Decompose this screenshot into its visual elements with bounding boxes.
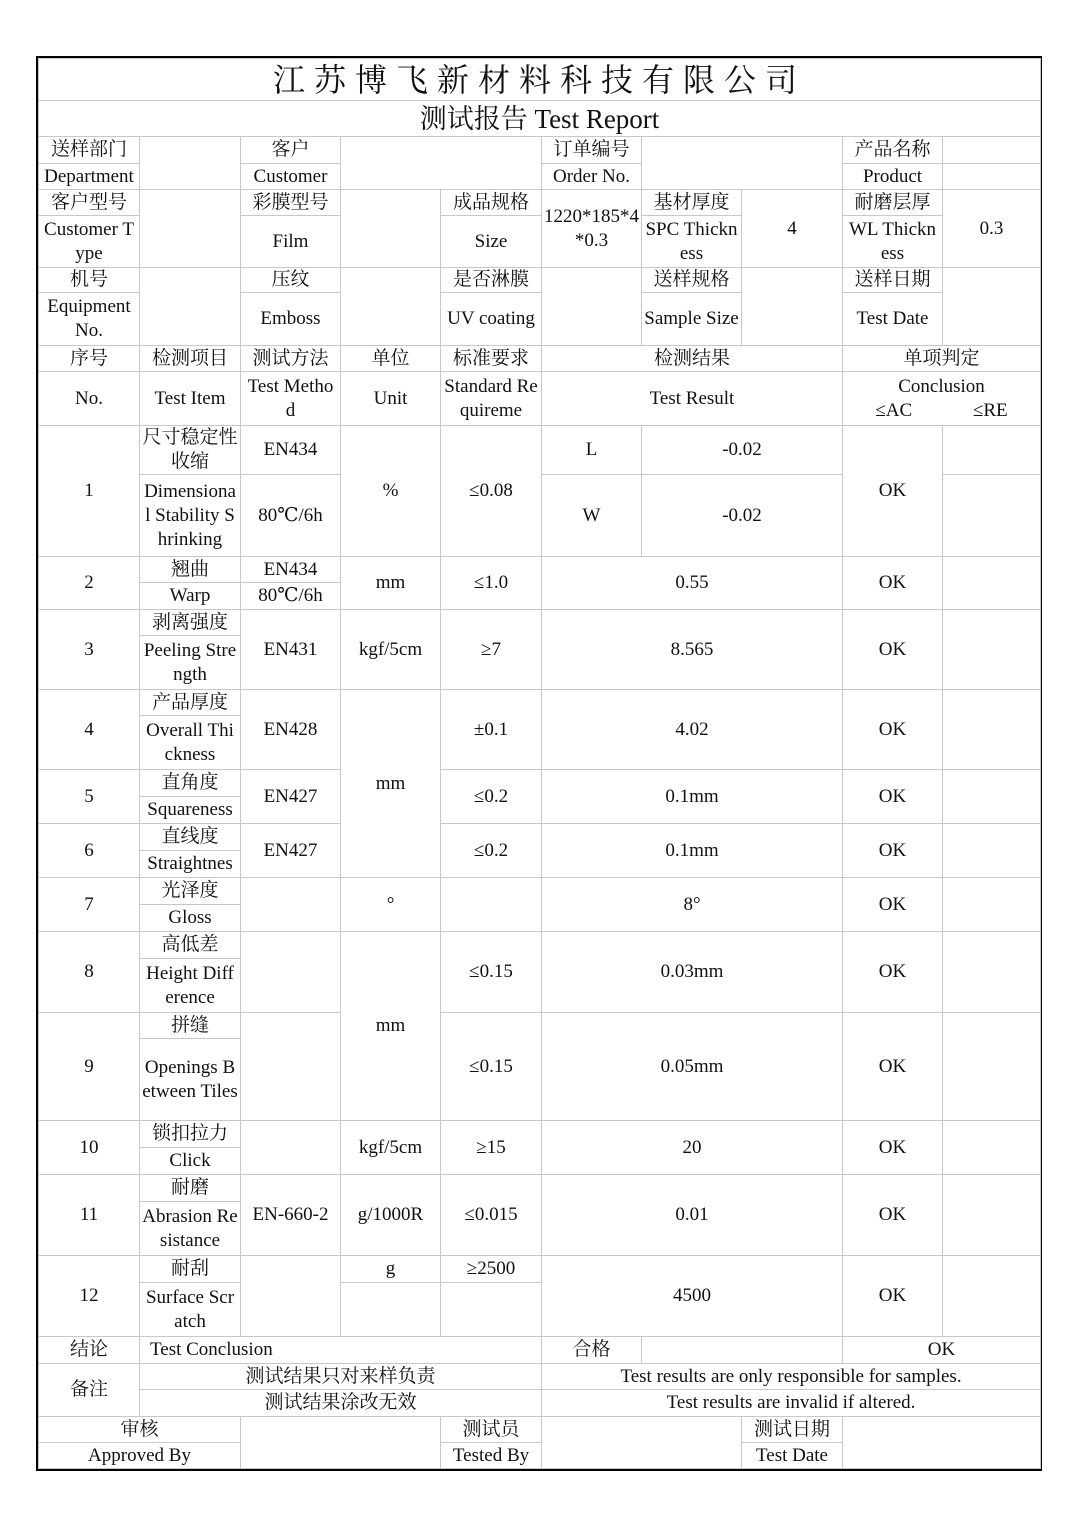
remark-2-cn: 测试结果涂改无效 xyxy=(140,1390,542,1417)
row-12-concl: OK xyxy=(843,1256,943,1337)
row-11-unit: g/1000R xyxy=(341,1175,441,1256)
size-label-en: Size xyxy=(441,216,542,268)
uv-value xyxy=(542,268,642,346)
row-9-concl: OK xyxy=(843,1013,943,1121)
row-2-re xyxy=(943,557,1041,610)
equipment-value xyxy=(140,268,241,346)
test-date-label-cn: 测试日期 xyxy=(742,1417,843,1443)
equipment-label-cn: 机号 xyxy=(39,268,140,293)
emboss-value xyxy=(341,268,441,346)
sample-size-label-cn: 送样规格 xyxy=(642,268,742,293)
customer-label-cn: 客户 xyxy=(241,137,341,164)
row-5-re xyxy=(943,770,1041,824)
remark-2-en: Test results are invalid if altered. xyxy=(542,1390,1041,1417)
remark-label-cn: 备注 xyxy=(39,1364,140,1417)
row-8-re xyxy=(943,932,1041,1013)
department-label-en: Department xyxy=(39,164,140,190)
order-label-en: Order No. xyxy=(542,164,642,190)
row-6-method: EN427 xyxy=(241,824,341,878)
row-4-re xyxy=(943,690,1041,770)
row-11-re xyxy=(943,1175,1041,1256)
conclusion-label-cn: 结论 xyxy=(39,1337,140,1364)
row-5-item-en: Squareness xyxy=(140,797,241,824)
row-1-concl: OK xyxy=(843,426,943,557)
product-label-cn: 产品名称 xyxy=(843,137,943,164)
product-value-2 xyxy=(943,164,1041,190)
row-4-method: EN428 xyxy=(241,690,341,770)
row-5-result: 0.1mm xyxy=(542,770,843,824)
row-7-unit: ° xyxy=(341,878,441,932)
header-item-en: Test Item xyxy=(140,372,241,426)
row-11-concl: OK xyxy=(843,1175,943,1256)
row-7-method xyxy=(241,878,341,932)
row-9-no: 9 xyxy=(39,1013,140,1121)
row-3-std: ≥7 xyxy=(441,610,542,690)
row-9-std: ≤0.15 xyxy=(441,1013,542,1121)
film-label-en: Film xyxy=(241,216,341,268)
sample-date-label-cn: 送样日期 xyxy=(843,268,943,293)
department-label-cn: 送样部门 xyxy=(39,137,140,164)
customer-type-label-cn: 客户型号 xyxy=(39,190,140,216)
row-9-method xyxy=(241,1013,341,1121)
row-9-item-cn: 拼缝 xyxy=(140,1013,241,1039)
header-concl-en xyxy=(843,372,1041,426)
row-7-result: 8° xyxy=(542,878,843,932)
row-1-re-2 xyxy=(943,475,1041,557)
row-5-std: ≤0.2 xyxy=(441,770,542,824)
header-result-en: Test Result xyxy=(542,372,843,426)
approved-by-label-en: Approved By xyxy=(39,1443,241,1469)
header-std-en: Standard Requireme xyxy=(441,372,542,426)
row-4-std: ±0.1 xyxy=(441,690,542,770)
row-10-std: ≥15 xyxy=(441,1121,542,1175)
spc-label-en: SPC Thickness xyxy=(642,216,742,268)
spc-label-cn: 基材厚度 xyxy=(642,190,742,216)
row-11-method: EN-660-2 xyxy=(241,1175,341,1256)
row-1-method-1: EN434 xyxy=(241,426,341,475)
header-ac: ≤AC xyxy=(875,399,913,421)
row-7-re xyxy=(943,878,1041,932)
row-4-6-unit: mm xyxy=(341,690,441,878)
row-1-no: 1 xyxy=(39,426,140,557)
row-4-result: 4.02 xyxy=(542,690,843,770)
equipment-label-en: Equipment No. xyxy=(39,293,140,346)
test-report-table xyxy=(38,58,1041,1469)
row-2-item-en: Warp xyxy=(140,583,241,610)
row-5-concl: OK xyxy=(843,770,943,824)
row-2-item-cn: 翘曲 xyxy=(140,557,241,583)
header-method-cn: 测试方法 xyxy=(241,346,341,372)
emboss-label-en: Emboss xyxy=(241,293,341,346)
report-title: 测试报告 Test Report xyxy=(39,101,1041,137)
row-1-w-value: -0.02 xyxy=(642,475,843,557)
customer-label-en: Customer xyxy=(241,164,341,190)
sample-size-label-en: Sample Size xyxy=(642,293,742,346)
header-no-cn: 序号 xyxy=(39,346,140,372)
film-value xyxy=(341,190,441,268)
pass-label-cn: 合格 xyxy=(542,1337,642,1364)
tested-by-value xyxy=(542,1417,742,1469)
row-11-item-en: Abrasion Resistance xyxy=(140,1202,241,1256)
row-4-item-en: Overall Thickness xyxy=(140,716,241,770)
row-1-l-label: L xyxy=(542,426,642,475)
row-3-re xyxy=(943,610,1041,690)
row-9-re xyxy=(943,1013,1041,1121)
wl-label-en: WL Thickness xyxy=(843,216,943,268)
row-10-result: 20 xyxy=(542,1121,843,1175)
pass-spacer xyxy=(642,1337,843,1364)
row-12-item-cn: 耐刮 xyxy=(140,1256,241,1283)
sample-size-value xyxy=(742,268,843,346)
header-unit-cn: 单位 xyxy=(341,346,441,372)
row-11-item-cn: 耐磨 xyxy=(140,1175,241,1202)
row-1-method-2: 80℃/6h xyxy=(241,475,341,557)
row-1-item-cn: 尺寸稳定性收缩 xyxy=(140,426,241,475)
row-4-no: 4 xyxy=(39,690,140,770)
row-2-method-1: EN434 xyxy=(241,557,341,583)
row-2-no: 2 xyxy=(39,557,140,610)
row-1-std: ≤0.08 xyxy=(441,426,542,557)
product-value xyxy=(943,137,1041,164)
row-8-item-cn: 高低差 xyxy=(140,932,241,959)
row-10-re xyxy=(943,1121,1041,1175)
row-12-std: ≥2500 xyxy=(441,1256,542,1283)
row-11-std: ≤0.015 xyxy=(441,1175,542,1256)
uv-label-cn: 是否淋膜 xyxy=(441,268,542,293)
row-12-unit: g xyxy=(341,1256,441,1283)
approved-by-label-cn: 审核 xyxy=(39,1417,241,1443)
row-6-re xyxy=(943,824,1041,878)
order-label-cn: 订单编号 xyxy=(542,137,642,164)
row-3-result: 8.565 xyxy=(542,610,843,690)
conclusion-label-en: Test Conclusion xyxy=(140,1337,542,1364)
row-7-item-cn: 光泽度 xyxy=(140,878,241,905)
row-1-re xyxy=(943,426,1041,475)
test-report-sheet xyxy=(36,56,1042,1471)
row-12-item-en: Surface Scratch xyxy=(140,1283,241,1337)
row-6-concl: OK xyxy=(843,824,943,878)
row-3-no: 3 xyxy=(39,610,140,690)
row-8-9-unit: mm xyxy=(341,932,441,1121)
row-7-item-en: Gloss xyxy=(140,905,241,932)
row-6-result: 0.1mm xyxy=(542,824,843,878)
row-1-item-en: Dimensional Stability Shrinking xyxy=(140,475,241,557)
tested-by-label-en: Tested By xyxy=(441,1443,542,1469)
row-5-method: EN427 xyxy=(241,770,341,824)
row-12-std-2 xyxy=(441,1283,542,1337)
row-6-std: ≤0.2 xyxy=(441,824,542,878)
row-10-unit: kgf/5cm xyxy=(341,1121,441,1175)
row-12-result: 4500 xyxy=(542,1256,843,1337)
row-10-item-cn: 锁扣拉力 xyxy=(140,1121,241,1148)
row-1-w-label: W xyxy=(542,475,642,557)
row-3-unit: kgf/5cm xyxy=(341,610,441,690)
test-date-label-en: Test Date xyxy=(742,1443,843,1469)
emboss-label-cn: 压纹 xyxy=(241,268,341,293)
row-10-concl: OK xyxy=(843,1121,943,1175)
customer-value xyxy=(341,137,542,190)
size-value: 1220*185*4*0.3 xyxy=(542,190,642,268)
film-label-cn: 彩膜型号 xyxy=(241,190,341,216)
row-7-concl: OK xyxy=(843,878,943,932)
row-2-result: 0.55 xyxy=(542,557,843,610)
test-date-value xyxy=(843,1417,1041,1469)
size-label-cn: 成品规格 xyxy=(441,190,542,216)
row-8-result: 0.03mm xyxy=(542,932,843,1013)
spc-value: 4 xyxy=(742,190,843,268)
row-2-method-2: 80℃/6h xyxy=(241,583,341,610)
row-12-unit-2 xyxy=(341,1283,441,1337)
row-5-no: 5 xyxy=(39,770,140,824)
row-7-std xyxy=(441,878,542,932)
row-8-no: 8 xyxy=(39,932,140,1013)
row-3-item-en: Peeling Strength xyxy=(140,636,241,690)
row-5-item-cn: 直角度 xyxy=(140,770,241,797)
row-10-no: 10 xyxy=(39,1121,140,1175)
row-2-unit: mm xyxy=(341,557,441,610)
row-3-item-cn: 剥离强度 xyxy=(140,610,241,636)
row-9-result: 0.05mm xyxy=(542,1013,843,1121)
row-7-no: 7 xyxy=(39,878,140,932)
row-11-no: 11 xyxy=(39,1175,140,1256)
row-6-no: 6 xyxy=(39,824,140,878)
approved-by-value xyxy=(241,1417,441,1469)
department-value xyxy=(140,137,241,190)
row-9-item-en: Openings Between Tiles xyxy=(140,1039,241,1121)
header-method-en: Test Method xyxy=(241,372,341,426)
row-11-result: 0.01 xyxy=(542,1175,843,1256)
pass-label-en: OK xyxy=(843,1337,1041,1364)
row-3-concl: OK xyxy=(843,610,943,690)
company-title: 江苏博飞新材料科技有限公司 xyxy=(39,59,1041,101)
header-no-en: No. xyxy=(39,372,140,426)
row-12-no: 12 xyxy=(39,1256,140,1337)
row-12-method xyxy=(241,1256,341,1337)
row-6-item-en: Straightnes xyxy=(140,851,241,878)
header-concl-en-label: Conclusion xyxy=(898,375,985,397)
row-12-re xyxy=(943,1256,1041,1337)
header-item-cn: 检测项目 xyxy=(140,346,241,372)
row-1-l-value: -0.02 xyxy=(642,426,843,475)
tested-by-label-cn: 测试员 xyxy=(441,1417,542,1443)
customer-type-value xyxy=(140,190,241,268)
row-4-item-cn: 产品厚度 xyxy=(140,690,241,716)
wl-label-cn: 耐磨层厚 xyxy=(843,190,943,216)
row-3-method: EN431 xyxy=(241,610,341,690)
header-unit-en: Unit xyxy=(341,372,441,426)
row-8-item-en: Height Difference xyxy=(140,959,241,1013)
row-6-item-cn: 直线度 xyxy=(140,824,241,851)
row-4-concl: OK xyxy=(843,690,943,770)
header-result-cn: 检测结果 xyxy=(542,346,843,372)
sample-date-label-en: Test Date xyxy=(843,293,943,346)
uv-label-en: UV coating xyxy=(441,293,542,346)
header-std-cn: 标准要求 xyxy=(441,346,542,372)
row-2-concl: OK xyxy=(843,557,943,610)
row-8-method xyxy=(241,932,341,1013)
row-10-item-en: Click xyxy=(140,1148,241,1175)
header-re: ≤RE xyxy=(972,399,1008,421)
row-2-std: ≤1.0 xyxy=(441,557,542,610)
customer-type-label-en: Customer Type xyxy=(39,216,140,268)
header-concl-cn: 单项判定 xyxy=(843,346,1041,372)
wl-value: 0.3 xyxy=(943,190,1041,268)
order-value xyxy=(642,137,843,190)
product-label-en: Product xyxy=(843,164,943,190)
row-1-unit: % xyxy=(341,426,441,557)
row-8-concl: OK xyxy=(843,932,943,1013)
remark-1-en: Test results are only responsible for samples. xyxy=(542,1364,1041,1390)
row-8-std: ≤0.15 xyxy=(441,932,542,1013)
remark-1-cn: 测试结果只对来样负责 xyxy=(140,1364,542,1390)
sample-date-value xyxy=(943,268,1041,346)
row-10-method xyxy=(241,1121,341,1175)
